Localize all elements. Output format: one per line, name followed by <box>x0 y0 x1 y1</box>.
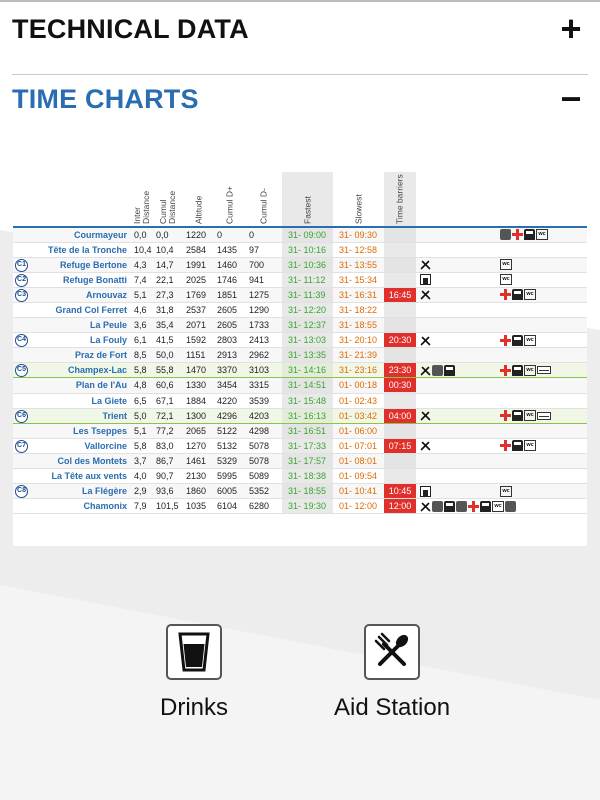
cumul-distance: 50,0 <box>153 348 183 363</box>
table-row <box>13 302 587 317</box>
cumul-d-plus: 5132 <box>214 438 246 453</box>
location-name[interactable]: Praz de Fort <box>13 348 131 363</box>
slowest-time: 31- 13:55 <box>333 257 384 272</box>
time-chart-table <box>13 172 587 514</box>
cumul-d-minus: 5078 <box>246 453 282 468</box>
cumul-distance: 41,5 <box>153 333 183 348</box>
fastest-time: 31- 14:16 <box>282 363 333 378</box>
altitude: 2130 <box>183 469 214 484</box>
services-icons <box>416 438 587 453</box>
slowest-time: 01- 09:54 <box>333 469 384 484</box>
fastest-time: 31- 15:48 <box>282 393 333 408</box>
cumul-d-minus: 1290 <box>246 302 282 317</box>
location-name[interactable]: Tête de la Tronche <box>13 242 131 257</box>
time-barrier <box>384 363 416 378</box>
bus-icon <box>512 335 523 346</box>
fastest-time: 31- 18:55 <box>282 484 333 499</box>
cumul-d-minus: 6280 <box>246 499 282 514</box>
bus-icon <box>444 365 455 376</box>
drinks-label: Drinks <box>160 694 229 721</box>
top-divider <box>0 0 600 2</box>
location-name[interactable]: Grand Col Ferret <box>13 302 131 317</box>
slowest-time: 31- 20:10 <box>333 333 384 348</box>
fastest-time: 31- 17:57 <box>282 453 333 468</box>
cumul-d-plus: 6005 <box>214 484 246 499</box>
cumul-d-plus: 3454 <box>214 378 246 393</box>
location-name[interactable]: C3 Arnouvaz <box>13 287 131 302</box>
slowest-time: 31- 21:39 <box>333 348 384 363</box>
altitude: 1592 <box>183 333 214 348</box>
time-barrier <box>384 302 416 317</box>
time-barrier-chip: 07:15 <box>384 439 416 453</box>
header-cell: Cumul Distance <box>153 172 183 227</box>
fastest-time: 31- 17:33 <box>282 438 333 453</box>
cumul-distance: 67,1 <box>153 393 183 408</box>
cumul-d-minus: 1275 <box>246 287 282 302</box>
location-name[interactable]: Les Tseppes <box>13 423 131 438</box>
cumul-d-minus: 2962 <box>246 348 282 363</box>
table-row <box>13 318 587 333</box>
altitude: 1884 <box>183 393 214 408</box>
cumul-distance: 77,2 <box>153 423 183 438</box>
services-icons <box>416 469 587 484</box>
fastest-time: 31- 11:39 <box>282 287 333 302</box>
cumul-distance: 86,7 <box>153 453 183 468</box>
cumul-d-plus: 2605 <box>214 318 246 333</box>
time-charts-header[interactable] <box>12 78 588 120</box>
checkpoint-badge: C2 <box>15 274 28 287</box>
inter-distance: 5,0 <box>131 408 153 423</box>
cumul-d-plus: 1460 <box>214 257 246 272</box>
time-barrier <box>384 272 416 287</box>
fastest-time: 31- 10:36 <box>282 257 333 272</box>
altitude: 1461 <box>183 453 214 468</box>
slowest-time: 01- 00:18 <box>333 378 384 393</box>
time-barrier-chip: 23:30 <box>384 363 416 377</box>
altitude: 1035 <box>183 499 214 514</box>
altitude: 1991 <box>183 257 214 272</box>
table-row <box>13 348 587 363</box>
fastest-time: 31- 13:03 <box>282 333 333 348</box>
cumul-d-minus: 4203 <box>246 408 282 423</box>
time-barrier <box>384 257 416 272</box>
inter-distance: 7,4 <box>131 272 153 287</box>
inter-distance: 4,8 <box>131 378 153 393</box>
service-icon <box>432 365 443 376</box>
bus-icon <box>512 365 523 376</box>
location-name[interactable]: La Peule <box>13 318 131 333</box>
wc-icon: wc <box>500 486 512 497</box>
slowest-time: 01- 12:00 <box>333 499 384 514</box>
inter-distance: 4,0 <box>131 469 153 484</box>
cumul-d-plus: 2605 <box>214 302 246 317</box>
cumul-d-minus: 700 <box>246 257 282 272</box>
checkpoint-badge: C5 <box>15 364 28 377</box>
bus-icon <box>480 501 491 512</box>
location-name[interactable]: Courmayeur <box>13 227 131 242</box>
wc-icon: wc <box>500 259 512 270</box>
altitude: 1300 <box>183 408 214 423</box>
header-cell: Inter Distance <box>131 172 153 227</box>
wc-icon: wc <box>524 289 536 300</box>
slowest-time: 31- 12:58 <box>333 242 384 257</box>
cumul-distance: 60,6 <box>153 378 183 393</box>
services-icons <box>416 333 587 348</box>
table-row <box>13 287 587 302</box>
fastest-time: 31- 09:00 <box>282 227 333 242</box>
altitude: 1860 <box>183 484 214 499</box>
slowest-time: 31- 15:34 <box>333 272 384 287</box>
altitude: 2065 <box>183 423 214 438</box>
inter-distance: 10,4 <box>131 242 153 257</box>
cumul-d-plus: 5995 <box>214 469 246 484</box>
time-charts-title: TIME CHARTS <box>12 83 199 114</box>
table-body <box>13 227 587 514</box>
header-cell: Time barriers <box>384 172 416 227</box>
inter-distance: 6,1 <box>131 333 153 348</box>
barrier-icon <box>537 366 551 374</box>
first-aid-cross-icon <box>500 335 511 346</box>
time-barrier <box>384 378 416 393</box>
first-aid-cross-icon <box>468 501 479 512</box>
time-barrier <box>384 438 416 453</box>
bus-icon <box>444 501 455 512</box>
service-icon <box>456 501 467 512</box>
services-icons <box>416 393 587 408</box>
cumul-d-plus: 2803 <box>214 333 246 348</box>
time-barrier <box>384 423 416 438</box>
table-row <box>13 469 587 484</box>
aid-station-label: Aid Station <box>334 694 451 721</box>
checkpoint-badge: C8 <box>15 485 28 498</box>
location-name[interactable]: C1 Refuge Bertone <box>13 257 131 272</box>
fastest-time: 31- 12:37 <box>282 318 333 333</box>
cumul-distance: 83,0 <box>153 438 183 453</box>
time-barrier <box>384 227 416 242</box>
slowest-time: 01- 07:01 <box>333 438 384 453</box>
fork-knife-icon <box>420 335 431 346</box>
fastest-time: 31- 18:38 <box>282 469 333 484</box>
time-barrier-chip: 10:45 <box>384 484 416 498</box>
fastest-time: 31- 11:12 <box>282 272 333 287</box>
altitude: 1769 <box>183 287 214 302</box>
time-barrier <box>384 287 416 302</box>
fastest-time: 31- 10:16 <box>282 242 333 257</box>
table-row <box>13 378 587 393</box>
header-location <box>13 172 131 227</box>
services-icons <box>416 499 587 514</box>
table-row <box>13 333 587 348</box>
time-barrier-chip: 12:00 <box>384 499 416 513</box>
inter-distance: 5,8 <box>131 438 153 453</box>
table-row <box>13 423 587 438</box>
cumul-distance: 72,1 <box>153 408 183 423</box>
cumul-d-minus: 4298 <box>246 423 282 438</box>
services-icons <box>416 227 587 242</box>
inter-distance: 5,8 <box>131 363 153 378</box>
wc-icon: wc <box>492 501 504 512</box>
cumul-d-plus: 5329 <box>214 453 246 468</box>
legend-aid-station <box>334 624 450 722</box>
service-icon <box>500 229 511 240</box>
table-row <box>13 393 587 408</box>
table-row <box>13 227 587 242</box>
inter-distance: 7,9 <box>131 499 153 514</box>
section-divider <box>12 74 588 75</box>
fork-knife-icon <box>420 410 431 421</box>
cumul-distance: 101,5 <box>153 499 183 514</box>
header-cell: Cumul D+ <box>214 172 246 227</box>
services-icons <box>416 318 587 333</box>
services-icons <box>416 423 587 438</box>
wc-icon: wc <box>536 229 548 240</box>
first-aid-cross-icon <box>500 365 511 376</box>
cumul-distance: 93,6 <box>153 484 183 499</box>
wc-icon: wc <box>524 365 536 376</box>
services-icons <box>416 453 587 468</box>
inter-distance: 5,1 <box>131 287 153 302</box>
time-barrier <box>384 242 416 257</box>
first-aid-cross-icon <box>500 410 511 421</box>
slowest-time: 01- 08:01 <box>333 453 384 468</box>
time-barrier <box>384 318 416 333</box>
bus-icon <box>512 289 523 300</box>
cumul-d-minus: 5089 <box>246 469 282 484</box>
wc-icon: wc <box>524 440 536 451</box>
cumul-distance: 35,4 <box>153 318 183 333</box>
bus-icon <box>512 410 523 421</box>
slowest-time: 31- 18:55 <box>333 318 384 333</box>
services-icons <box>416 242 587 257</box>
services-icons <box>416 257 587 272</box>
time-barrier-chip: 16:45 <box>384 288 416 302</box>
cumul-distance: 22,1 <box>153 272 183 287</box>
cumul-d-minus: 3103 <box>246 363 282 378</box>
location-name[interactable]: C6 Trient <box>13 408 131 423</box>
altitude: 2537 <box>183 302 214 317</box>
location-name[interactable]: C2 Refuge Bonatti <box>13 272 131 287</box>
time-barrier <box>384 484 416 499</box>
time-barrier <box>384 499 416 514</box>
time-barrier <box>384 333 416 348</box>
cumul-d-minus: 5078 <box>246 438 282 453</box>
fork-knife-icon <box>420 259 431 270</box>
slowest-time: 31- 16:31 <box>333 287 384 302</box>
fastest-time: 31- 13:35 <box>282 348 333 363</box>
cumul-d-minus: 2413 <box>246 333 282 348</box>
technical-data-title: TECHNICAL DATA <box>12 13 249 44</box>
altitude: 2071 <box>183 318 214 333</box>
wc-icon: wc <box>524 410 536 421</box>
cumul-d-plus: 1746 <box>214 272 246 287</box>
services-icons <box>416 378 587 393</box>
inter-distance: 4,3 <box>131 257 153 272</box>
fork-knife-icon <box>420 365 431 376</box>
legend-drinks <box>160 624 228 722</box>
inter-distance: 8,5 <box>131 348 153 363</box>
table-row <box>13 272 587 287</box>
cumul-d-minus: 0 <box>246 227 282 242</box>
cumul-d-plus: 3370 <box>214 363 246 378</box>
wc-icon: wc <box>500 274 512 285</box>
altitude: 1330 <box>183 378 214 393</box>
services-icons <box>416 302 587 317</box>
bus-icon <box>512 440 523 451</box>
altitude: 2025 <box>183 272 214 287</box>
slowest-time: 01- 10:41 <box>333 484 384 499</box>
technical-data-header[interactable] <box>12 8 588 50</box>
time-barrier <box>384 393 416 408</box>
checkpoint-badge: C6 <box>15 410 28 423</box>
location-name[interactable]: La Tête aux vents <box>13 469 131 484</box>
table-row <box>13 453 587 468</box>
inter-distance: 4,6 <box>131 302 153 317</box>
slowest-time: 31- 09:30 <box>333 227 384 242</box>
services-icons <box>416 287 587 302</box>
location-name[interactable]: Chamonix <box>13 499 131 514</box>
checkpoint-badge: C1 <box>15 259 28 272</box>
services-icons <box>416 408 587 423</box>
inter-distance: 2,9 <box>131 484 153 499</box>
fastest-time: 31- 14:51 <box>282 378 333 393</box>
location-name[interactable]: Col des Montets <box>13 453 131 468</box>
services-icons <box>416 484 587 499</box>
table-header-row <box>13 172 587 227</box>
fork-knife-icon <box>420 501 431 512</box>
time-barrier-chip: 04:00 <box>384 409 416 423</box>
slowest-time: 01- 06:00 <box>333 423 384 438</box>
altitude: 1151 <box>183 348 214 363</box>
time-barrier <box>384 453 416 468</box>
cumul-distance: 90,7 <box>153 469 183 484</box>
table-row <box>13 363 587 378</box>
first-aid-cross-icon <box>512 229 523 240</box>
first-aid-cross-icon <box>500 289 511 300</box>
checkpoint-badge: C3 <box>15 289 28 302</box>
fastest-time: 31- 19:30 <box>282 499 333 514</box>
table-row <box>13 257 587 272</box>
time-barrier <box>384 348 416 363</box>
cumul-d-minus: 5352 <box>246 484 282 499</box>
wc-icon: wc <box>524 335 536 346</box>
expand-plus-icon[interactable]: + <box>560 8 582 49</box>
cumul-d-plus: 1851 <box>214 287 246 302</box>
cumul-distance: 27,3 <box>153 287 183 302</box>
cumul-distance: 10,4 <box>153 242 183 257</box>
first-aid-cross-icon <box>500 440 511 451</box>
altitude: 1220 <box>183 227 214 242</box>
barrier-icon <box>537 412 551 420</box>
inter-distance: 3,6 <box>131 318 153 333</box>
location-name[interactable]: C4 La Fouly <box>13 333 131 348</box>
altitude: 1270 <box>183 438 214 453</box>
cumul-d-minus: 97 <box>246 242 282 257</box>
header-cell: Fastest <box>282 172 333 227</box>
fastest-time: 31- 16:13 <box>282 408 333 423</box>
time-barrier-chip: 20:30 <box>384 333 416 347</box>
cumul-d-minus: 3315 <box>246 378 282 393</box>
table-row <box>13 408 587 423</box>
table-row <box>13 242 587 257</box>
checkpoint-badge: C4 <box>15 334 28 347</box>
service-icon <box>505 501 516 512</box>
location-name[interactable]: C5 Champex-Lac <box>13 363 131 378</box>
cumul-d-minus: 1733 <box>246 318 282 333</box>
checkpoint-badge: C7 <box>15 440 28 453</box>
location-name[interactable]: C8 La Flégère <box>13 484 131 499</box>
drink-icon <box>166 624 222 680</box>
time-chart-table-container <box>13 172 587 546</box>
drink-icon <box>420 274 431 285</box>
fork-knife-icon <box>420 440 431 451</box>
cumul-d-plus: 5122 <box>214 423 246 438</box>
time-barrier <box>384 408 416 423</box>
table-row <box>13 438 587 453</box>
header-cell: Altitude <box>183 172 214 227</box>
fastest-time: 31- 12:20 <box>282 302 333 317</box>
inter-distance: 5,1 <box>131 423 153 438</box>
fastest-time: 31- 16:51 <box>282 423 333 438</box>
services-icons <box>416 272 587 287</box>
service-icon <box>432 501 443 512</box>
slowest-time: 31- 23:16 <box>333 363 384 378</box>
services-icons <box>416 363 587 378</box>
cumul-d-plus: 0 <box>214 227 246 242</box>
slowest-time: 01- 03:42 <box>333 408 384 423</box>
header-cell: Cumul D- <box>246 172 282 227</box>
slowest-time: 01- 02:43 <box>333 393 384 408</box>
cumul-d-plus: 2913 <box>214 348 246 363</box>
table-row <box>13 484 587 499</box>
header-cell: Slowest <box>333 172 384 227</box>
header-services <box>416 172 587 227</box>
fork-knife-icon <box>420 289 431 300</box>
drink-icon <box>420 486 431 497</box>
cumul-distance: 0,0 <box>153 227 183 242</box>
altitude: 1470 <box>183 363 214 378</box>
cumul-distance: 14,7 <box>153 257 183 272</box>
inter-distance: 6,5 <box>131 393 153 408</box>
cumul-d-plus: 4296 <box>214 408 246 423</box>
services-icons <box>416 348 587 363</box>
cumul-distance: 31,8 <box>153 302 183 317</box>
time-barrier <box>384 469 416 484</box>
cumul-d-plus: 4220 <box>214 393 246 408</box>
fork-knife-icon <box>364 624 420 680</box>
cumul-d-plus: 6104 <box>214 499 246 514</box>
cumul-d-minus: 3539 <box>246 393 282 408</box>
location-name[interactable]: Plan de l'Au <box>13 378 131 393</box>
location-name[interactable]: C7 Vallorcine <box>13 438 131 453</box>
inter-distance: 0,0 <box>131 227 153 242</box>
inter-distance: 3,7 <box>131 453 153 468</box>
cumul-d-minus: 941 <box>246 272 282 287</box>
bus-icon <box>524 229 535 240</box>
location-name[interactable]: La Giete <box>13 393 131 408</box>
collapse-minus-icon[interactable]: − <box>560 78 582 119</box>
cumul-distance: 55,8 <box>153 363 183 378</box>
slowest-time: 31- 18:22 <box>333 302 384 317</box>
cumul-d-plus: 1435 <box>214 242 246 257</box>
altitude: 2584 <box>183 242 214 257</box>
time-barrier-chip: 00:30 <box>384 378 416 392</box>
table-row <box>13 499 587 514</box>
